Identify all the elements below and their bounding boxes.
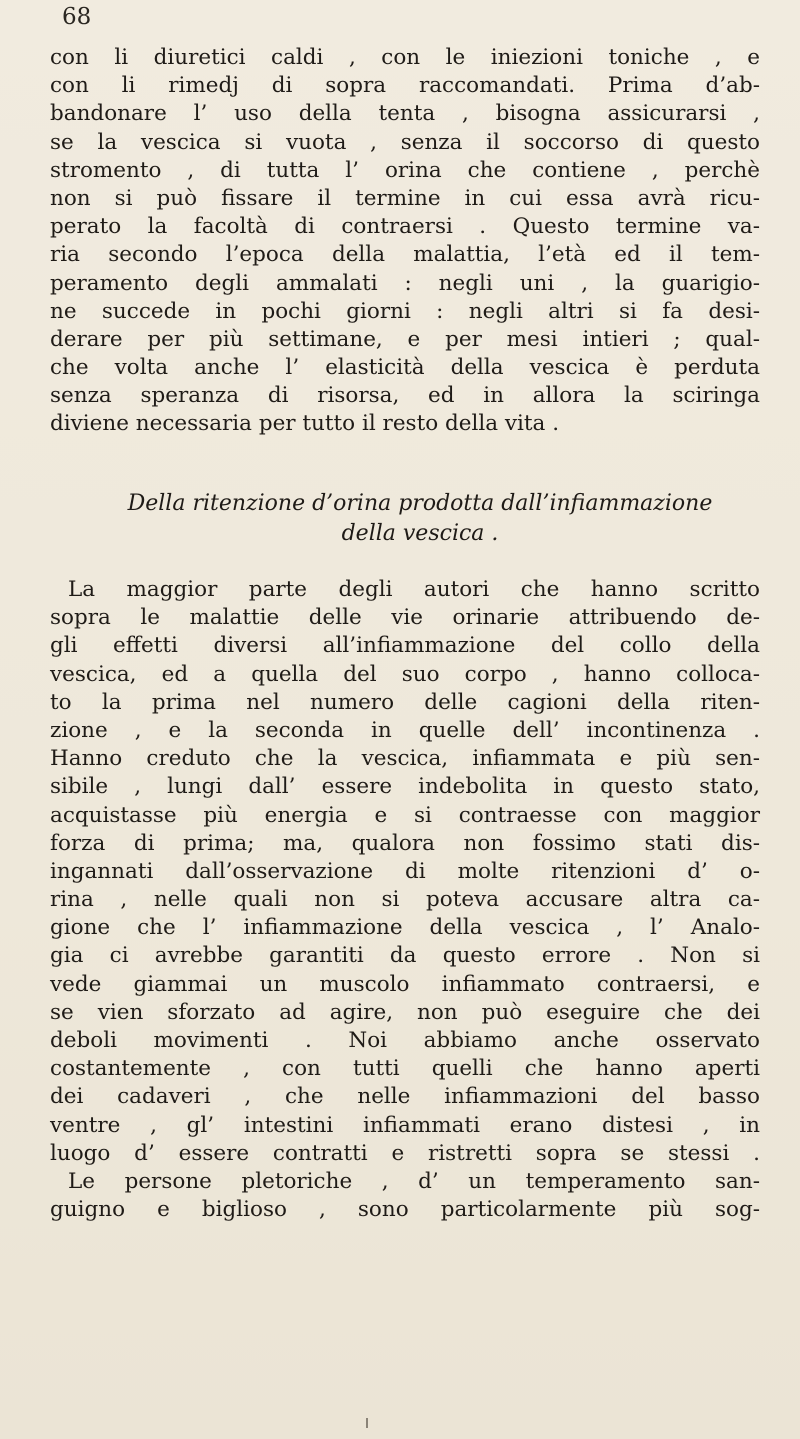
text-line: con li diuretici caldi , con le iniezioni toniche , e	[50, 45, 760, 70]
text-line: zione , e la seconda in quelle dell’ incontinenza .	[50, 717, 760, 743]
section-heading-line-2: della vescica .	[341, 521, 499, 546]
text-line: guigno e biglioso , sono particolarmente più sog-	[50, 1197, 760, 1223]
paragraph-1	[50, 44, 760, 439]
text-line: Hanno creduto che la vescica, infiammata e più sen-	[50, 746, 760, 772]
text-line: vescica, ed a quella del suo corpo , hanno colloca-	[50, 661, 760, 687]
paragraph-2	[50, 576, 760, 1224]
text-line: se vien sforzato ad agire, non può eseguire che dei	[50, 999, 760, 1025]
text-line: gia ci avrebbe garantiti da questo errore . Non si	[50, 943, 760, 969]
text-line: peramento degli ammalati : negli uni , la guarigio-	[50, 270, 760, 296]
text-line: perato la facoltà di contraersi . Questo termine va-	[50, 214, 760, 240]
text-line: sibile , lungi dall’ essere indebolita in questo stato,	[50, 774, 760, 800]
text-line: non si può fissare il termine in cui essa avrà ricu-	[50, 185, 760, 211]
text-line: luogo d’ essere contratti e ristretti sopra se stessi .	[50, 1140, 760, 1166]
text-line: vede giammai un muscolo infiammato contraersi, e	[50, 971, 760, 997]
text-line: ria secondo l’epoca della malattia, l’età ed il tem-	[50, 242, 760, 268]
text-line: gione che l’ infiammazione della vescica , l’ Analo-	[50, 915, 760, 941]
text-line: La maggior parte degli autori che hanno scritto	[68, 577, 760, 602]
text-line: sopra le malattie delle vie orinarie attribuendo de-	[50, 605, 760, 631]
page-number: 68	[62, 4, 92, 30]
text-line: che volta anche l’ elasticità della vescica è perduta	[50, 355, 760, 381]
text-line: deboli movimenti . Noi abbiamo anche osservato	[50, 1028, 760, 1053]
text-line: diviene necessaria per tutto il resto della vita .	[50, 411, 560, 437]
text-line: acquistasse più energia e si contraesse con maggior	[50, 802, 760, 828]
text-line: ventre , gl’ intestini infiammati erano distesi , in	[50, 1112, 760, 1138]
text-line: dei cadaveri , che nelle infiammazioni del basso	[50, 1084, 760, 1110]
text-line: con li rimedj di sopra raccomandati. Prima d’ab-	[50, 73, 760, 99]
text-line: ne succede in pochi giorni : negli altri si fa desi-	[50, 298, 760, 324]
text-line: to la prima nel numero delle cagioni della riten-	[50, 689, 760, 715]
paper-mark	[366, 1418, 368, 1428]
text-line: forza di prima; ma, qualora non fossimo stati dis-	[50, 830, 760, 856]
text-line: derare per più settimane, e per mesi intieri ; qual-	[50, 326, 760, 352]
text-line: rina , nelle quali non si poteva accusare altra ca-	[50, 887, 760, 913]
text-line: bandonare l’ uso della tenta , bisogna assicurarsi ,	[50, 101, 760, 127]
text-line: senza speranza di risorsa, ed in allora la sciringa	[50, 383, 760, 409]
section-heading-line-1: Della ritenzione d’orina prodotta dall’infiammazione	[127, 491, 713, 516]
text-line: costantemente , con tutti quelli che hanno aperti	[50, 1056, 760, 1082]
text-line: stromento , di tutta l’ orina che contiene , perchè	[50, 157, 760, 183]
text-line: gli effetti diversi all’infiammazione del collo della	[50, 633, 760, 659]
text-line: Le persone pletoriche , d’ un temperamento san-	[68, 1168, 760, 1194]
text-line: ingannati dall’osservazione di molte ritenzioni d’ o-	[50, 858, 760, 884]
text-line: se la vescica si vuota , senza il soccorso di questo	[50, 129, 760, 155]
